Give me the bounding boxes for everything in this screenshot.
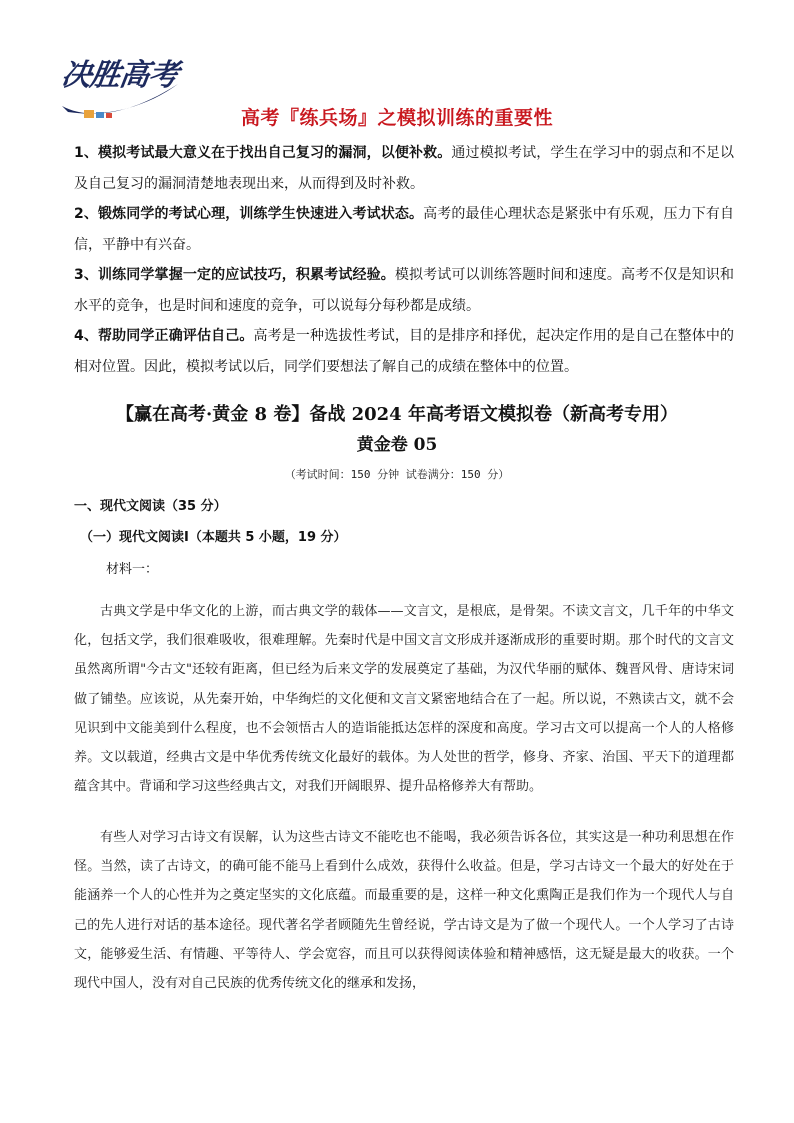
intro-item [74,321,734,382]
intro-item [74,260,734,321]
intro-item [74,138,734,199]
exam-title: 【赢在高考·黄金 8 卷】备战 2024 年高考语文模拟卷（新高考专用） [116,404,678,425]
intro-item-lead: 1、模拟考试最大意义在于找出自己复习的漏洞，以便补救。 [74,145,452,161]
intro-item-lead: 3、训练同学掌握一定的应试技巧，积累考试经验。 [74,267,395,283]
intro-item-text: 高考的最佳心理状态是紧张中有乐观，压力下有自信，平静中有兴奋。 [74,206,734,253]
body-paragraph: 古典文学是中华文化的上游，而古典文学的载体——文言文，是根底，是骨架。不读文言文，几千年的中华文化，包括文学，我们很难吸收，很难理解。先秦时代是中国文言文形成并逐渐成形的重要时期。那个时代的文言文虽然离所谓"今古文"还较有距离，但已经为后来文学的发展奠定了基础，为汉代华丽的赋体、魏晋风骨、唐诗宋词做了铺垫。应该说，从先秦开始，中华绚烂的文化便和文言文紧密地结合在了一起。所以说，不熟读古文，就不会见识到中文能美到什么程度，也不会领悟古人的造诣能抵达怎样的深度和高度。学习古文可以提高一个人的人格修养。文以载道，经典古文是中华优秀传统文化最好的载体。为人处世的哲学，修身、齐家、治国、平天下的道理都蕴含其中。背诵和学习这些经典古文，对我们开阔眼界、提升品格修养大有帮助。 [74,604,734,795]
exam-meta: （考试时间：150 分钟 试卷满分：150 分） [284,468,510,481]
logo-text: 决胜高考 [59,58,180,93]
intro-list [74,138,734,382]
intro-item-lead: 4、帮助同学正确评估自己。 [74,328,254,344]
body-paragraph: 有些人对学习古诗文有误解，认为这些古诗文不能吃也不能喝，我必须告诉各位，其实这是一种功利思想在作怪。当然，读了古诗文，的确可能不能马上看到什么成效，获得什么收益。但是，学习古诗文一个最大的好处在于能涵养一个人的心性并为之奠定坚实的文化底蕴。而最重要的是，这样一种文化熏陶正是我们作为一个现代人与自己的先人进行对话的基本途径。现代著名学者顾随先生曾经说，学古诗文是为了做一个现代人。一个人学习了古诗文，能够爱生活、有情趣、平等待人、学会宽容，而且可以获得阅读体验和精神感悟，这无疑是最大的收获。一个现代中国人，没有对自己民族的优秀传统文化的继承和发扬， [74,830,734,992]
intro-item-text: 模拟考试可以训练答题时间和速度。高考不仅是知识和水平的竞争，也是时间和速度的竞争，可以说每分每秒都是成绩。 [74,267,734,314]
section-heading: 一、现代文阅读（35 分） [74,499,227,514]
intro-item-lead: 2、锻炼同学的考试心理，训练学生快速进入考试状态。 [74,206,424,222]
intro-item-text: 通过模拟考试，学生在学习中的弱点和不足以及自己复习的漏洞清楚地表现出来，从而得到及时补救。 [74,145,735,192]
intro-item-text: 高考是一种选拔性考试，目的是排序和择优，起决定作用的是自己在整体中的相对位置。因此，模拟考试以后，同学们要想法了解自己的成绩在整体中的位置。 [74,328,734,375]
material-label: 材料一： [106,562,159,577]
banner-title: 高考『练兵场』之模拟训练的重要性 [240,107,553,129]
intro-item [74,199,734,260]
exam-subtitle: 黄金卷 05 [356,435,438,455]
subsection-heading: （一）现代文阅读Ⅰ（本题共 5 小题，19 分） [80,530,347,545]
